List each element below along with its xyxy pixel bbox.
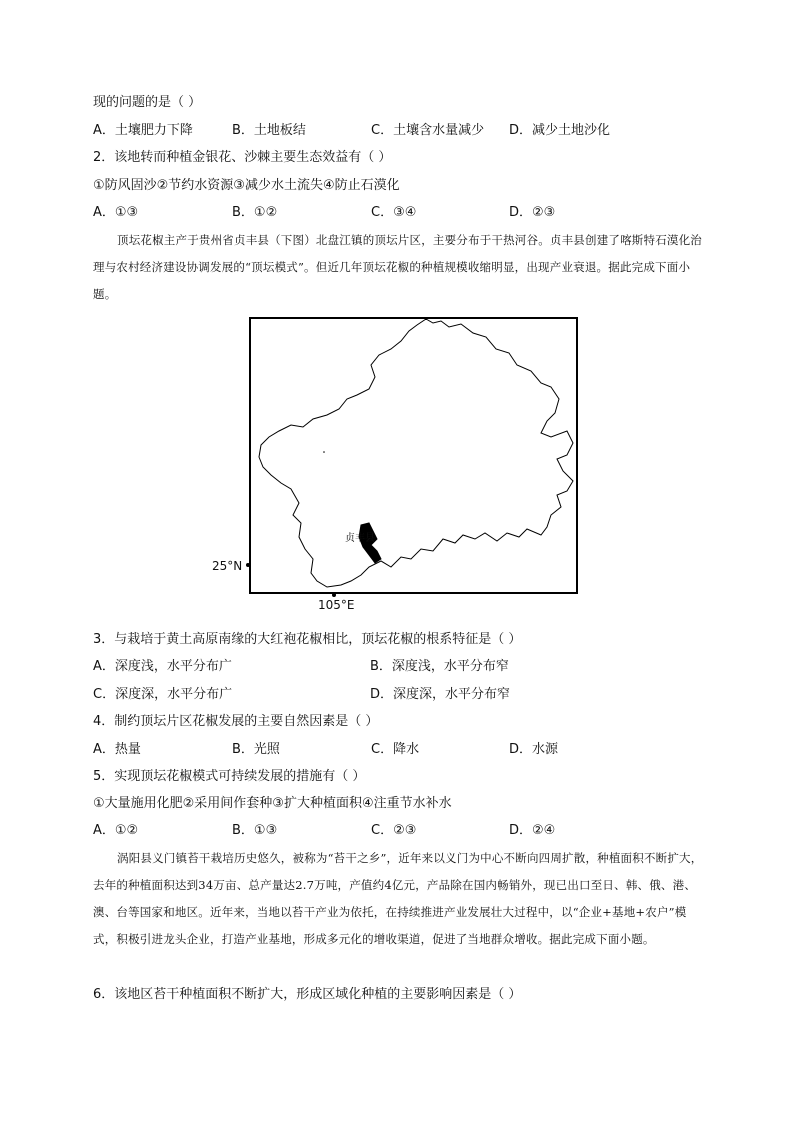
q1-option-a: A．土壤肥力下降 (93, 123, 193, 138)
q5-option-a: A．①② (93, 823, 139, 838)
q4-option-a: A．热量 (93, 742, 141, 757)
q4-option-b: B．光照 (232, 742, 280, 757)
q5-option-b: B．①③ (232, 823, 278, 838)
guizhou-map (249, 317, 578, 594)
latitude-tick (246, 563, 250, 567)
q5-stem: 5．实现顶坛花椒模式可持续发展的措施有（ ） (93, 769, 366, 784)
q4-option-d: D．水源 (509, 742, 559, 757)
q1-option-c: C．土壤含水量减少 (371, 123, 485, 138)
q4-option-c: C．降水 (371, 742, 420, 757)
q5-option-c: C．②③ (371, 823, 417, 838)
q2-items: ①防风固沙②节约水资源③减少水土流失④防止石漠化 (93, 178, 400, 193)
q3-option-d: D．深度深，水平分布窄 (370, 687, 511, 702)
q3-option-b: B．深度浅，水平分布窄 (370, 659, 509, 674)
passage-taigan: 涡阳县义门镇苔干栽培历史悠久，被称为“苔干之乡”，近年来以义门为中心不断向四周扩散，种植面积不断扩大，去年的种植面积达到34万亩、总产量达2.7万吨，产值约4亿元，产品除在国内畅销外，现已出口至日、韩、俄、港、澳、台等国家和地区。近年来，当地以苔干产业为依托，在持续推进产业发展壮大过程中，以“企业+基地+农户”模式，积极引进龙头企业，打造产业基地，形成多元化的增收渠道，促进了当地群众增收。据此完成下面小题。 (93, 851, 703, 946)
zhenfeng-county-label: 贞丰县 (345, 533, 375, 544)
passage-dingtan: 顶坛花椒主产于贵州省贞丰县（下图）北盘江镇的顶坛片区，主要分布于干热河谷。贞丰县创建了喀斯特石漠化治理与农村经济建设协调发展的“顶坛模式”。但近几年顶坛花椒的种植规模收缩明显，出现产业衰退。据此完成下面小题。 (93, 233, 702, 301)
q3-stem: 3．与栽培于黄土高原南缘的大红袍花椒相比，顶坛花椒的根系特征是（ ） (93, 632, 522, 647)
longitude-label: 105°E (318, 598, 355, 612)
q5-items: ①大量施用化肥②采用间作套种③扩大种植面积④注重节水补水 (93, 796, 452, 811)
latitude-label: 25°N (212, 559, 243, 573)
q1-option-b: B．土地板结 (232, 123, 306, 138)
q1-option-d: D．减少土地沙化 (509, 123, 611, 138)
q3-option-c: C．深度深，水平分布广 (93, 687, 233, 702)
q5-option-d: D．②④ (509, 823, 556, 838)
q6-stem: 6．该地区苔干种植面积不断扩大，形成区域化种植的主要影响因素是（ ） (93, 987, 522, 1002)
q3-option-a: A．深度浅，水平分布广 (93, 659, 232, 674)
q2-option-b: B．①② (232, 205, 278, 220)
guizhou-outline (251, 319, 578, 594)
q2-option-a: A．①③ (93, 205, 139, 220)
q2-stem: 2．该地转而种植金银花、沙棘主要生态效益有（ ） (93, 150, 392, 165)
q2-option-c: C．③④ (371, 205, 417, 220)
q4-stem: 4．制约顶坛片区花椒发展的主要自然因素是（ ） (93, 714, 379, 729)
q2-option-d: D．②③ (509, 205, 556, 220)
q1-stem-tail: 现的问题的是（ ） (93, 95, 202, 110)
longitude-tick (332, 593, 336, 597)
